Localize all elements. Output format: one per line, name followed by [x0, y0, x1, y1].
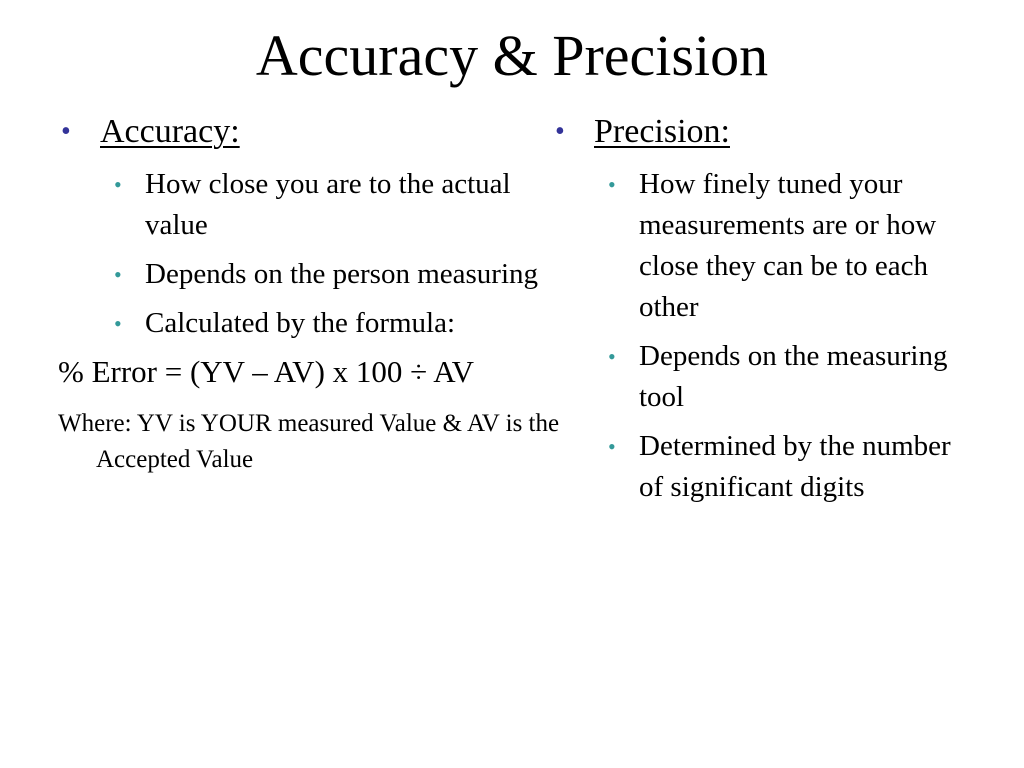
precision-heading: Precision:	[594, 113, 730, 150]
list-item-text: Depends on the person measuring	[145, 258, 539, 290]
accuracy-list	[58, 164, 538, 344]
list-item	[58, 303, 538, 344]
accuracy-column	[58, 110, 560, 478]
accuracy-heading-item	[58, 110, 538, 154]
list-item	[58, 164, 538, 246]
precision-heading-item	[552, 110, 972, 154]
bullet-icon: •	[114, 172, 122, 197]
bullet-icon: •	[608, 172, 616, 197]
percent-error-formula: % Error = (YV – AV) x 100 ÷ AV	[58, 354, 474, 389]
list-item	[552, 336, 972, 418]
list-item-text: How finely tuned your measurements are or how close they can be to each other	[639, 168, 937, 323]
list-item	[552, 426, 972, 508]
precision-list	[552, 164, 972, 508]
list-item-text: How close you are to the actual value	[145, 168, 511, 241]
accuracy-heading: Accuracy:	[100, 113, 240, 150]
slide-title: Accuracy & Precision	[255, 23, 769, 88]
bullet-icon: •	[608, 434, 616, 459]
list-item	[552, 164, 972, 328]
bullet-icon: •	[114, 311, 122, 336]
list-item-text: Determined by the number of significant digits	[639, 430, 951, 503]
bullet-icon: •	[608, 344, 616, 369]
bullet-icon: •	[555, 116, 565, 147]
bullet-icon: •	[114, 262, 122, 287]
list-item	[58, 254, 538, 295]
bullet-icon: •	[61, 116, 71, 147]
formula-note: Where: YV is YOUR measured Value & AV is the Accepted Value	[58, 410, 560, 473]
list-item-text: Calculated by the formula:	[145, 307, 456, 339]
list-item-text: Depends on the measuring tool	[639, 340, 948, 413]
precision-column	[552, 110, 972, 516]
